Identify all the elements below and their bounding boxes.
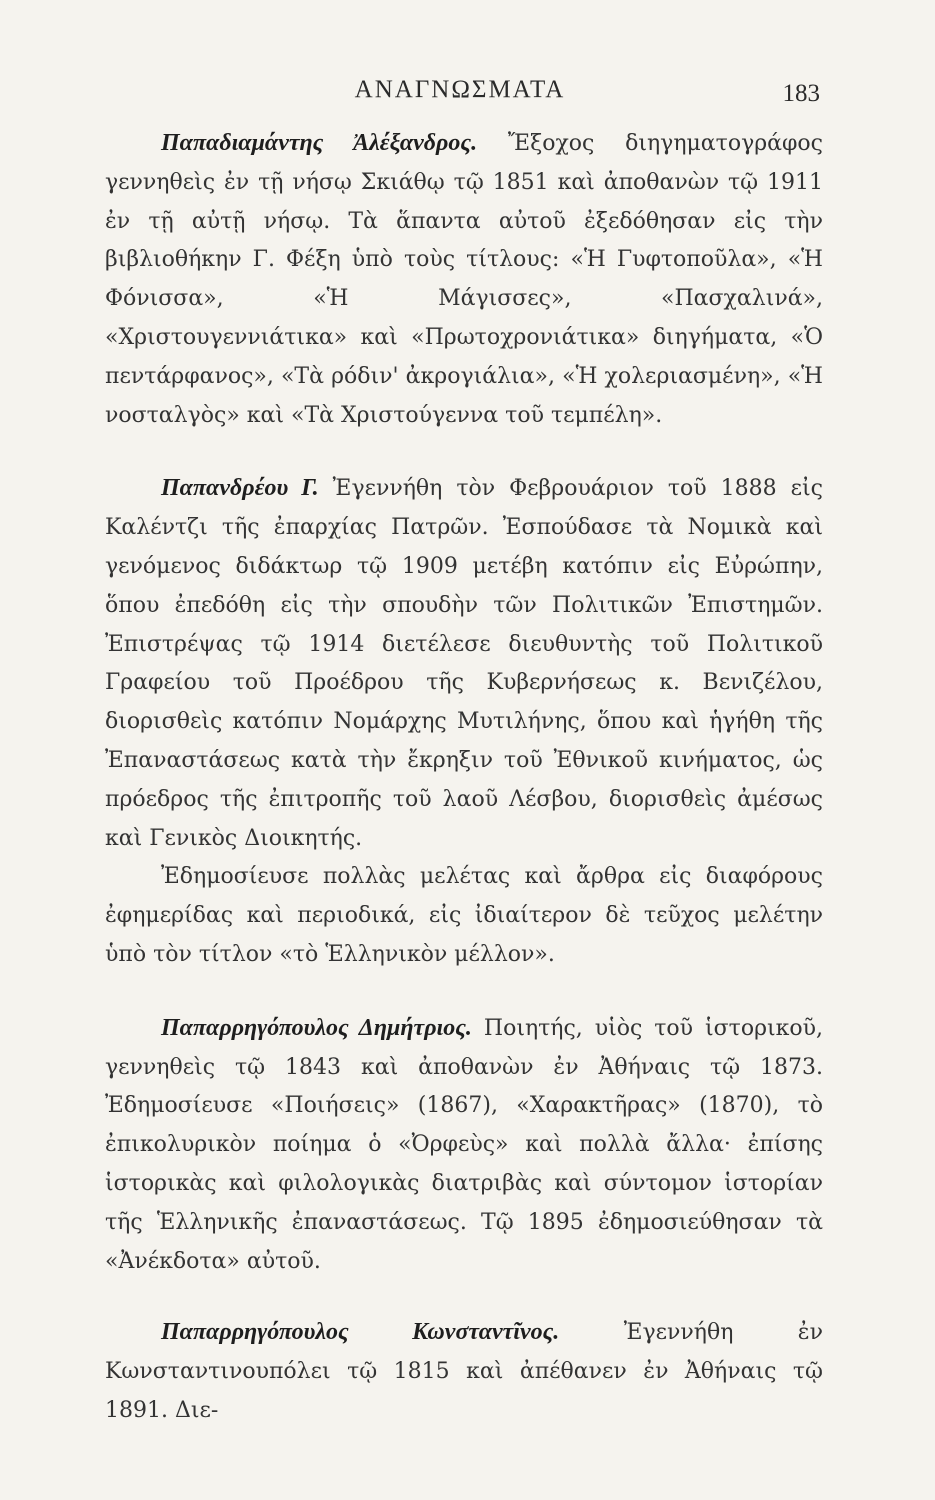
entry-paragraph-continued: [105, 858, 823, 974]
running-title: ΑΝΑΓΝΩΣΜΑΤΑ: [354, 76, 566, 103]
entry-paparrigopoulos-dimitrios: [105, 1009, 823, 1282]
entry-paragraph: [105, 469, 823, 858]
entry-lemma: Παπαρρηγόπουλος Δημήτριος.: [161, 1014, 472, 1041]
body-text: [105, 124, 823, 1431]
entry-text: Ἐγεννήθη ἐν Κωνσταντινουπόλει τῷ 1815 καὶ ἀπέθανεν ἐν Ἀθήναις τῷ 1891. Διε-: [105, 1320, 823, 1423]
entry-lemma: Παπαρρηγόπουλος Κωνσταντῖνος.: [161, 1319, 560, 1346]
entry-text: Ἔξοχος διηγηματογράφος γεννηθεὶς ἐν τῇ νήσῳ Σκιάθῳ τῷ 1851 καὶ ἀποθανὼν τῷ 1911 ἐν τῇ αὐτῇ νήσῳ. Τὰ ἅπαντα αὐτοῦ ἐξεδόθησαν εἰς τὴν βιβλιοθήκην Γ. Φέξη ὑπὸ τοὺς τίτλους: «Ἡ Γυφτοποῦλα», «Ἡ Φόνισσα», «Ἡ Μάγισσες», «Πασχαλινά», «Χριστουγεννιάτικα» καὶ «Πρωτοχρονιάτικα» διηγήματα, «Ὁ πεντάρφανος», «Τὰ ρόδιν' ἀκρογιάλια», «Ἡ χολεριασμένη», «Ἡ νοσταλγὸς» καὶ «Τὰ Χριστούγεννα τοῦ τεμπέλη».: [105, 131, 823, 428]
entry-text-continued: Ἐδημοσίευσε πολλὰς μελέτας καὶ ἄρθρα εἰς διαφόρους ἐφημερίδας καὶ περιοδικά, εἰς ἰδιαίτερον δὲ τεῦχος μελέτην ὑπὸ τὸν τίτλον «τὸ Ἑλληνικὸν μέλλον».: [105, 864, 823, 967]
entry-text: Ἐγεννήθη τὸν Φεβρουάριον τοῦ 1888 εἰς Καλέντζι τῆς ἐπαρχίας Πατρῶν. Ἐσπούδασε τὰ Νομικὰ καὶ γενόμενος διδάκτωρ τῷ 1909 μετέβη κατόπιν εἰς Εὐρώπην, ὅπου ἐπεδόθη εἰς τὴν σπουδὴν τῶν Πολιτικῶν Ἐπιστημῶν. Ἐπιστρέψας τῷ 1914 διετέλεσε διευθυντὴς τοῦ Πολιτικοῦ Γραφείου τοῦ Προέδρου τῆς Κυβερνήσεως κ. Βενιζέλου, διορισθεὶς κατόπιν Νομάρχης Μυτιλήνης, ὅπου καὶ ἡγήθη τῆς Ἐπαναστάσεως κατὰ τὴν ἔκρηξιν τοῦ Ἐθνικοῦ κινήματος, ὡς πρόεδρος τῆς ἐπιτροπῆς τοῦ λαοῦ Λέσβου, διορισθεὶς ἀμέσως καὶ Γενικὸς Διοικητής.: [105, 476, 823, 851]
entry-paparrigopoulos-konstantinos: [105, 1313, 823, 1430]
entry-papandreou: [105, 469, 823, 974]
page-number: 183: [782, 80, 820, 107]
entry-paragraph: [105, 1313, 823, 1430]
page-header: [100, 76, 820, 116]
entry-papadiamantis: [105, 124, 823, 435]
entry-paragraph: [105, 124, 823, 435]
entry-lemma: Παπαδιαμάντης Ἀλέξανδρος.: [161, 130, 478, 156]
entry-text: Ποιητής, υἱὸς τοῦ ἱστορικοῦ, γεννηθεὶς τῷ 1843 καὶ ἀποθανὼν ἐν Ἀθήναις τῷ 1873. Ἐδημοσίευσε «Ποιήσεις» (1867), «Χαρακτῆρας» (1870), τὸ ἐπικολυρικὸν ποίημα ὁ «Ὀρφεὺς» καὶ πολλὰ ἄλλα· ἐπίσης ἱστορικὰς καὶ φιλολογικὰς διατριβὰς καὶ σύντομον ἱστορίαν τῆς Ἑλληνικῆς ἐπαναστάσεως. Τῷ 1895 ἐδημοσιεύθησαν τὰ «Ἀνέκδοτα» αὐτοῦ.: [105, 1015, 823, 1274]
entry-paragraph: [105, 1009, 823, 1282]
entry-lemma: Παπανδρέου Γ.: [161, 475, 319, 502]
